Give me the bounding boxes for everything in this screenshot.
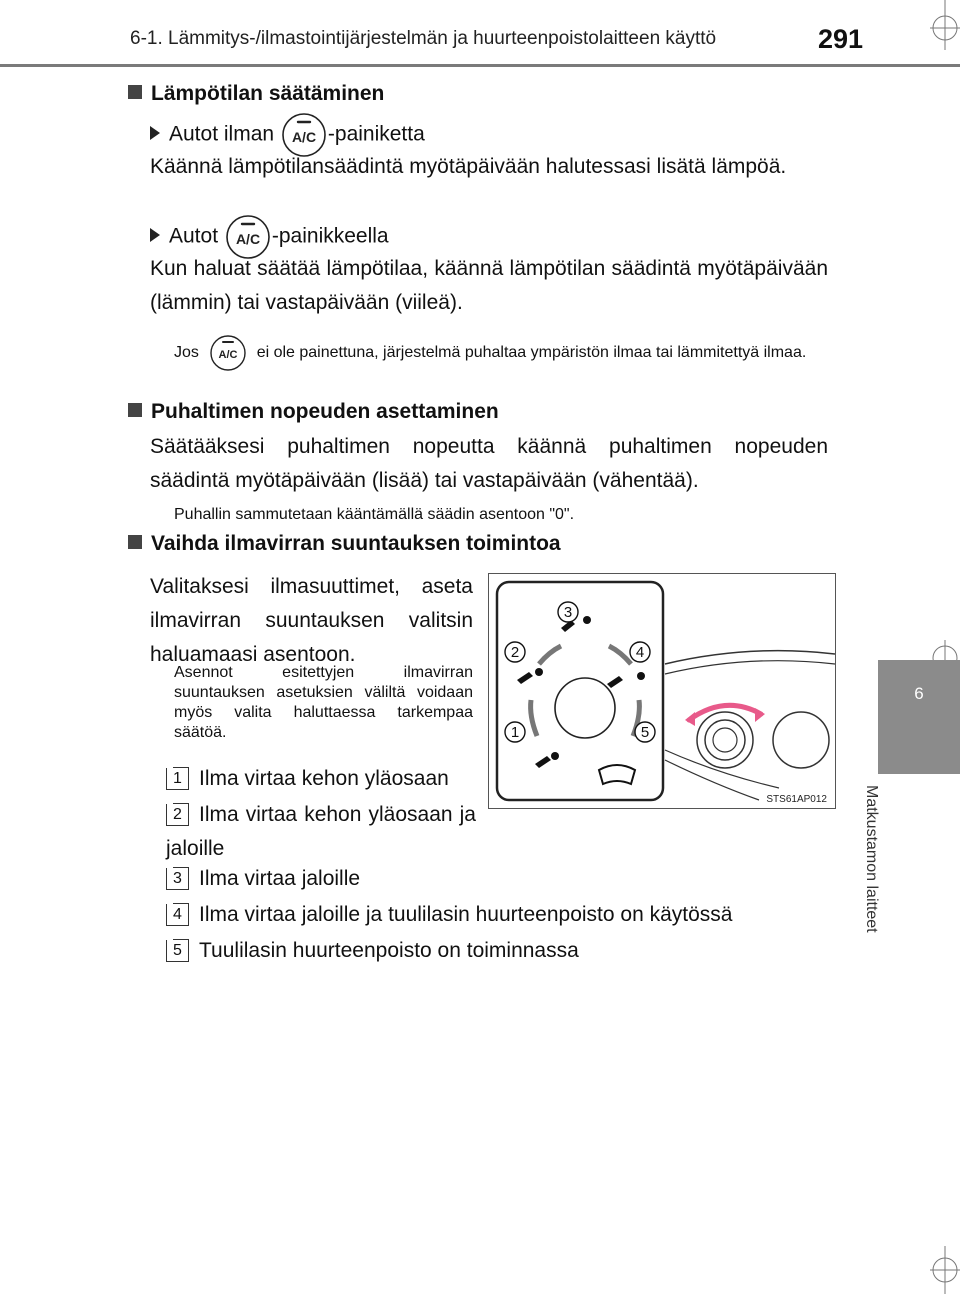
header-rule <box>0 64 960 67</box>
figure-label-2: 2 <box>510 644 520 661</box>
airflow-item-3: 3 Ilma virtaa jaloille <box>166 862 826 896</box>
airflow-item-1: 1 Ilma virtaa kehon yläosaan <box>166 762 476 796</box>
paragraph-temp-2: Kun haluat säätää lämpötilaa, käännä lämpötilan säädintä myötäpäivään (lämmin) tai vastapäivään (viileä). <box>150 257 828 314</box>
ac-button-icon <box>208 334 248 372</box>
number-badge: 3 <box>166 867 189 890</box>
registration-mark-bottom-icon <box>930 1246 960 1294</box>
section-title: 6-1. Lämmitys-/ilmastointijärjestelmän ja huurteenpoistolaitteen käyttö <box>130 28 717 49</box>
note-temp: Jos A/C ei ole painettuna, järjestelmä puhaltaa ympäristön ilmaa tai lämmitettyä ilmaa. <box>174 334 828 372</box>
chapter-tab <box>878 660 960 774</box>
triangle-arrow-icon <box>150 126 160 140</box>
figure-label-4: 4 <box>635 644 645 661</box>
figure-label-1: 1 <box>510 724 520 741</box>
number-badge: 1 <box>166 767 189 790</box>
figure-label-5: 5 <box>640 724 650 741</box>
number-badge: 2 <box>166 803 189 826</box>
airflow-dial-figure <box>488 573 836 809</box>
svg-text:A/C: A/C <box>218 349 238 361</box>
heading-temperature: Lämpötilan säätäminen <box>128 82 384 106</box>
chapter-number: 6 <box>914 684 924 703</box>
item-without-ac: Autot ilman A/C -painiketta <box>150 112 425 158</box>
square-bullet-icon <box>128 535 142 549</box>
svg-text:A/C: A/C <box>291 129 316 145</box>
heading-fan: Puhaltimen nopeuden asettaminen <box>128 400 499 424</box>
heading-airflow: Vaihda ilmavirran suuntauksen toimintoa <box>128 532 561 556</box>
number-badge: 5 <box>166 939 189 962</box>
number-badge: 4 <box>166 903 189 926</box>
note-airflow: Asennot esitettyjen ilmavirran suuntauksen asetuksien väliltä voidaan myös valita haluttaessa tarkempaa säätöä. <box>174 664 473 741</box>
paragraph-airflow: Valitaksesi ilmasuuttimet, aseta ilmavirran suuntauksen valitsin haluamaasi asentoon. <box>150 575 473 666</box>
airflow-item-4: 4 Ilma virtaa jaloille ja tuulilasin huurteenpoisto on käytössä <box>166 898 846 932</box>
paragraph-temp-1: Käännä lämpötilansäädintä myötäpäivään halutessasi lisätä lämpöä. <box>150 155 787 178</box>
registration-mark-top-icon <box>930 0 960 50</box>
square-bullet-icon <box>128 85 142 99</box>
note-fan: Puhallin sammutetaan kääntämällä säädin asentoon "0". <box>174 506 575 523</box>
svg-text:A/C: A/C <box>235 231 260 247</box>
triangle-arrow-icon <box>150 228 160 242</box>
figure-code: STS61AP012 <box>766 794 827 805</box>
chapter-label-wrap <box>862 785 902 985</box>
airflow-item-2: 2 Ilma virtaa kehon yläosaan ja jaloille <box>166 803 476 860</box>
item-with-ac: Autot A/C -painikkeella <box>150 214 389 260</box>
airflow-item-5: 5 Tuulilasin huurteenpoisto on toiminnassa <box>166 934 826 968</box>
figure-label-3: 3 <box>563 604 573 621</box>
square-bullet-icon <box>128 403 142 417</box>
airflow-dial-illustration <box>489 574 835 808</box>
page-number: 291 <box>818 24 864 54</box>
chapter-label: Matkustamon laitteet <box>863 785 880 933</box>
paragraph-fan: Säätääksesi puhaltimen nopeutta käännä puhaltimen nopeuden säädintä myötäpäivään (lisää) tai vastapäivään (vähentää). <box>150 435 828 492</box>
